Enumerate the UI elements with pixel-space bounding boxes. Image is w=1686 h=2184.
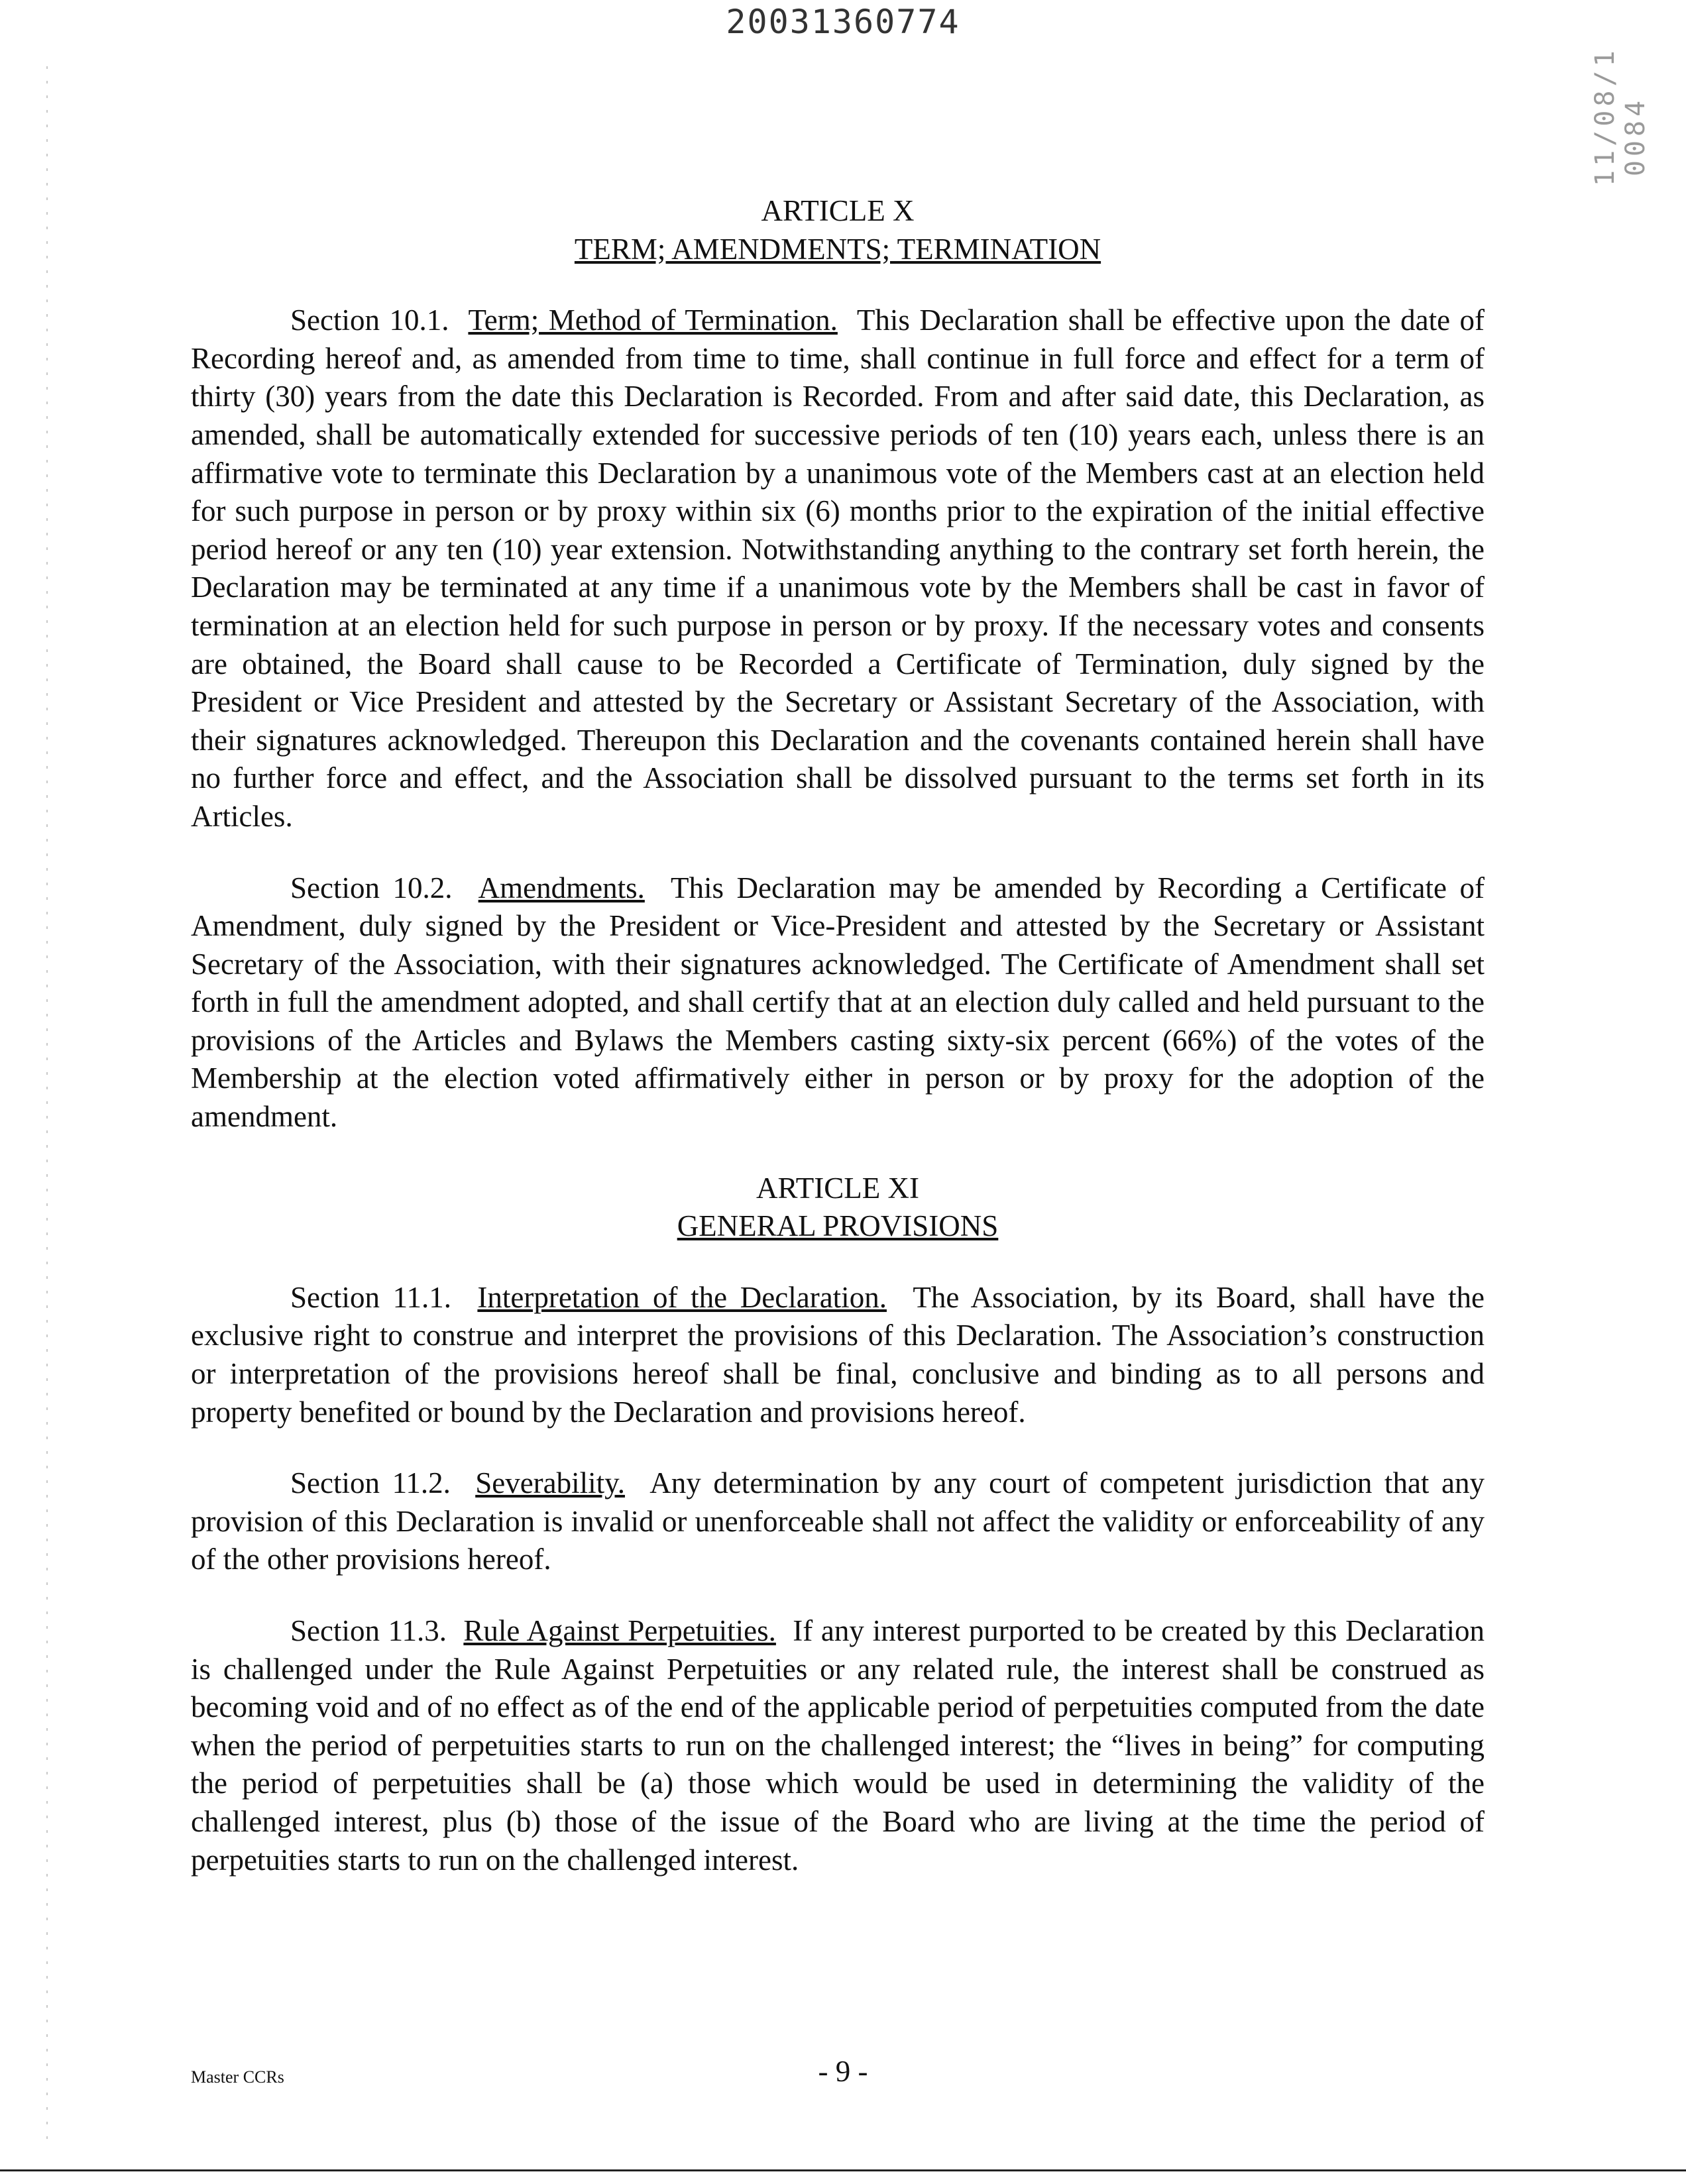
section-number: Section 10.2. xyxy=(290,871,453,904)
section-number: Section 11.2. xyxy=(290,1466,451,1500)
section-text: Any determination by any court of competent jurisdiction that any provision of this Declaration is invalid or unenforceable shall not affect the validity or enforceability of any of the other provisions hereof. xyxy=(191,1466,1485,1576)
document-number: 20031360774 xyxy=(726,3,960,41)
section-11-1 xyxy=(191,1279,1485,1431)
section-title: Interpretation of the Declaration. xyxy=(477,1280,887,1314)
section-title: Term; Method of Termination. xyxy=(468,303,838,337)
section-text: The Association, by its Board, shall have the exclusive right to construe and interpret the provisions of this Declaration. The Association’s construction or interpretation of the provisions hereof shall be final, conclusive and binding as to all persons and property benefited or bound by the Declaration and provisions hereof. xyxy=(191,1280,1485,1429)
section-10-1 xyxy=(191,301,1485,836)
footer-document-label: Master CCRs xyxy=(191,2067,284,2087)
article-xi-heading xyxy=(191,1170,1485,1246)
section-11-3 xyxy=(191,1612,1485,1879)
section-title: Amendments. xyxy=(478,871,645,904)
article-x-title: ARTICLE X xyxy=(761,194,915,227)
section-text: This Declaration shall be effective upon the date of Recording hereof and, as amended from time to time, shall continue in full force and effect for a term of thirty (30) years from the date this Declaration is Recorded. From and after said date, this Declaration, as amended, shall be automatically extended for successive periods of ten (10) years each, unless there is an affirmative vote to terminate this Declaration by a unanimous vote of the Members cast at an election held for such purpose in person or by proxy within six (6) months prior to the expiration of the initial effective period hereof or any ten (10) year extension. Notwithstanding anything to the contrary set forth herein, the Declaration may be terminated at any time if a unanimous vote by the Members shall be cast in favor of termination at an election held for such purpose in person or by proxy. If the necessary votes and consents are obtained, the Board shall cause to be Recorded a Certificate of Termination, duly signed by the President or Vice President and attested by the Secretary or Assistant Secretary of the Association, with their signatures acknowledged. Thereupon this Declaration and the covenants contained herein shall have no further force and effect, and the Association shall be dissolved pursuant to the terms set forth in its Articles. xyxy=(191,303,1485,833)
article-xi-title: ARTICLE XI xyxy=(756,1171,919,1205)
page-number: - 9 - xyxy=(818,2055,868,2088)
article-x-heading xyxy=(191,192,1485,268)
article-xi-subtitle: GENERAL PROVISIONS xyxy=(677,1209,999,1243)
section-title: Severability. xyxy=(475,1466,625,1500)
document-body xyxy=(191,192,1485,1879)
section-text: If any interest purported to be created by this Declaration is challenged under the Rule Against Perpetuities or any related rule, the interest shall be construed as becoming void and of no effect as of the end of the applicable period of perpetuities computed from the date when the period of perpetuities starts to run on the challenged interest; the “lives in being” for computing the period of perpetuities shall be (a) those which would be used in determining the validity of the challenged interest, plus (b) those of the issue of the Board who are living at the time the period of perpetuities starts to run on the challenged interest. xyxy=(191,1614,1485,1877)
section-number: Section 11.3. xyxy=(290,1614,447,1647)
section-11-2 xyxy=(191,1464,1485,1579)
section-10-2 xyxy=(191,869,1485,1136)
section-number: Section 10.1. xyxy=(290,303,449,337)
side-recording-stamp: 11/08/1 0084 xyxy=(1590,46,1651,186)
section-title: Rule Against Perpetuities. xyxy=(463,1614,776,1647)
bottom-edge-rule xyxy=(0,2169,1686,2171)
section-number: Section 11.1. xyxy=(290,1280,451,1314)
article-x-subtitle: TERM; AMENDMENTS; TERMINATION xyxy=(574,232,1101,266)
section-text: This Declaration may be amended by Recording a Certificate of Amendment, duly signed by the President or Vice-President and attested by the Secretary or Assistant Secretary of the Association, with their signatures acknowledged. The Certificate of Amendment shall set forth in full the amendment adopted, and shall certify that at an election duly called and held pursuant to the provisions of the Articles and Bylaws the Members casting sixty-six percent (66%) of the votes of the Membership at the election voted affirmatively either in person or by proxy for the adoption of the amendment. xyxy=(191,871,1485,1134)
scan-edge-marks xyxy=(46,66,48,2147)
